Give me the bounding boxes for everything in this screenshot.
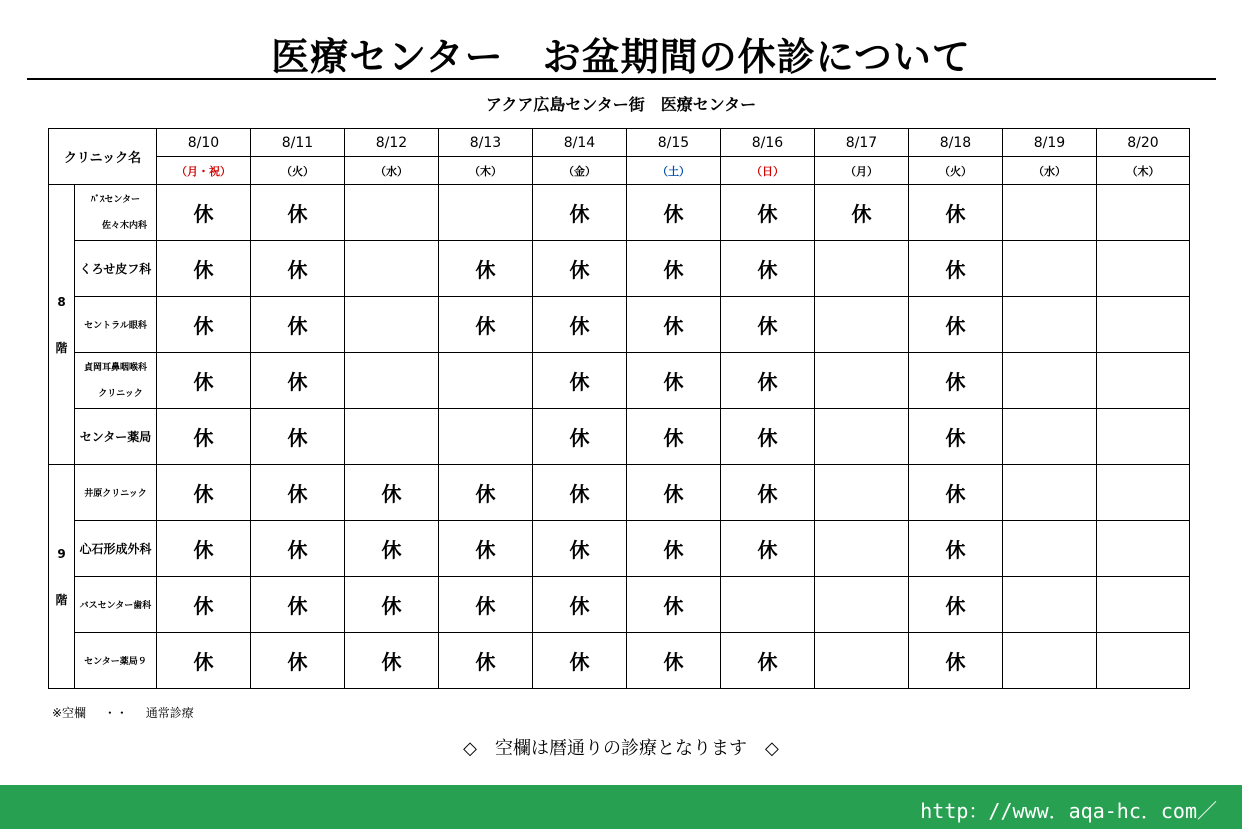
schedule-cell xyxy=(533,521,627,577)
closed-mark: 休 xyxy=(757,650,778,674)
closed-mark: 休 xyxy=(287,258,308,282)
schedule-cell xyxy=(345,353,439,409)
schedule-cell xyxy=(815,185,909,241)
schedule-cell xyxy=(1097,409,1190,465)
schedule-cell xyxy=(721,409,815,465)
schedule-cell xyxy=(1003,633,1097,689)
schedule-cell xyxy=(345,185,439,241)
closed-mark: 休 xyxy=(287,594,308,618)
date-header: 8/18 xyxy=(909,129,1003,157)
weekday-header: （月・祝） xyxy=(157,157,251,185)
schedule-cell xyxy=(157,185,251,241)
schedule-cell xyxy=(909,633,1003,689)
closed-mark: 休 xyxy=(193,426,214,450)
schedule-cell xyxy=(909,577,1003,633)
clinic-name xyxy=(75,633,157,689)
closed-mark: 休 xyxy=(193,314,214,338)
schedule-cell xyxy=(1003,409,1097,465)
schedule-cell xyxy=(909,353,1003,409)
closed-mark: 休 xyxy=(663,538,684,562)
schedule-cell xyxy=(721,241,815,297)
floor-unit: 階 xyxy=(55,592,68,607)
clinic-name xyxy=(75,353,157,409)
schedule-cell xyxy=(627,633,721,689)
clinic-name xyxy=(75,185,157,241)
closed-mark: 休 xyxy=(569,650,590,674)
schedule-cell xyxy=(251,521,345,577)
schedule-cell xyxy=(251,465,345,521)
closed-mark: 休 xyxy=(569,258,590,282)
schedule-cell xyxy=(627,297,721,353)
clinic-name-line1: ﾊﾞｽセンター xyxy=(90,194,141,205)
schedule-cell xyxy=(1003,521,1097,577)
schedule-cell xyxy=(439,465,533,521)
closed-mark: 休 xyxy=(945,314,966,338)
closed-mark: 休 xyxy=(945,202,966,226)
schedule-cell xyxy=(1003,241,1097,297)
closed-mark: 休 xyxy=(945,650,966,674)
closed-mark: 休 xyxy=(475,258,496,282)
closed-mark: 休 xyxy=(663,258,684,282)
closed-mark: 休 xyxy=(381,482,402,506)
date-header: 8/10 xyxy=(157,129,251,157)
schedule-cell xyxy=(721,185,815,241)
schedule-cell xyxy=(627,465,721,521)
schedule-cell xyxy=(251,185,345,241)
schedule-cell xyxy=(533,185,627,241)
closed-mark: 休 xyxy=(663,314,684,338)
schedule-cell xyxy=(345,521,439,577)
clinic-name-line1: センター薬局９ xyxy=(84,657,147,667)
clinic-name-line1: 心石形成外科 xyxy=(79,542,152,556)
closure-schedule-table xyxy=(48,128,1190,689)
schedule-cell xyxy=(345,241,439,297)
closed-mark: 休 xyxy=(193,482,214,506)
clinic-name-line2: 佐々木内科 xyxy=(101,220,147,231)
closed-mark: 休 xyxy=(287,482,308,506)
schedule-cell xyxy=(909,185,1003,241)
clinic-name-line1: セントラル眼科 xyxy=(84,321,147,331)
closed-mark: 休 xyxy=(663,650,684,674)
clinic-name-line1: くろせ皮フ科 xyxy=(79,262,152,276)
schedule-cell xyxy=(251,297,345,353)
date-header: 8/20 xyxy=(1097,129,1190,157)
closed-mark: 休 xyxy=(757,426,778,450)
schedule-cell xyxy=(157,521,251,577)
date-header: 8/16 xyxy=(721,129,815,157)
schedule-cell xyxy=(815,465,909,521)
clinic-name-line1: センター薬局 xyxy=(79,430,152,444)
schedule-cell xyxy=(1097,185,1190,241)
schedule-cell xyxy=(345,297,439,353)
date-header: 8/15 xyxy=(627,129,721,157)
schedule-cell xyxy=(909,521,1003,577)
weekday-header: （水） xyxy=(1003,157,1097,185)
closed-mark: 休 xyxy=(381,650,402,674)
schedule-cell xyxy=(439,409,533,465)
clinic-name xyxy=(75,577,157,633)
schedule-cell xyxy=(909,409,1003,465)
closed-mark: 休 xyxy=(757,482,778,506)
schedule-cell xyxy=(533,465,627,521)
date-header: 8/12 xyxy=(345,129,439,157)
date-header: 8/14 xyxy=(533,129,627,157)
clinic-name-line1: 井原クリニック xyxy=(84,489,147,499)
weekday-header: （日） xyxy=(721,157,815,185)
schedule-cell xyxy=(251,577,345,633)
schedule-cell xyxy=(1097,465,1190,521)
schedule-cell xyxy=(721,521,815,577)
clinic-name-line1: 貞岡耳鼻咽喉科 xyxy=(83,362,147,373)
schedule-cell xyxy=(345,465,439,521)
clinic-name xyxy=(75,241,157,297)
clinic-name-line2: クリニック xyxy=(98,388,143,399)
schedule-cell xyxy=(533,633,627,689)
closed-mark: 休 xyxy=(193,650,214,674)
schedule-cell xyxy=(157,633,251,689)
weekday-header: （火） xyxy=(251,157,345,185)
closed-mark: 休 xyxy=(569,202,590,226)
schedule-cell xyxy=(815,577,909,633)
weekday-header: （火） xyxy=(909,157,1003,185)
schedule-cell xyxy=(439,241,533,297)
schedule-cell xyxy=(439,353,533,409)
schedule-cell xyxy=(721,465,815,521)
schedule-cell xyxy=(533,409,627,465)
schedule-cell xyxy=(157,465,251,521)
schedule-cell xyxy=(157,409,251,465)
legend-note xyxy=(52,704,208,721)
schedule-cell xyxy=(721,633,815,689)
schedule-cell xyxy=(157,577,251,633)
schedule-cell xyxy=(1003,185,1097,241)
clinic-name-line1: バスセンター歯科 xyxy=(79,601,152,611)
schedule-cell xyxy=(627,185,721,241)
closed-mark: 休 xyxy=(757,370,778,394)
schedule-cell xyxy=(909,465,1003,521)
weekday-header: （金） xyxy=(533,157,627,185)
title-divider xyxy=(27,78,1216,80)
closed-mark: 休 xyxy=(475,482,496,506)
schedule-cell xyxy=(439,577,533,633)
closed-mark: 休 xyxy=(193,538,214,562)
schedule-cell xyxy=(627,521,721,577)
closed-mark: 休 xyxy=(287,426,308,450)
closed-mark: 休 xyxy=(757,314,778,338)
weekday-header: （水） xyxy=(345,157,439,185)
closed-mark: 休 xyxy=(663,426,684,450)
closed-mark: 休 xyxy=(381,538,402,562)
floor-unit: 階 xyxy=(55,340,68,355)
closed-mark: 休 xyxy=(945,258,966,282)
schedule-cell xyxy=(345,409,439,465)
schedule-cell xyxy=(1097,577,1190,633)
closed-mark: 休 xyxy=(945,482,966,506)
clinic-name xyxy=(75,297,157,353)
closed-mark: 休 xyxy=(757,202,778,226)
schedule-cell xyxy=(251,241,345,297)
schedule-cell xyxy=(721,353,815,409)
closed-mark: 休 xyxy=(569,538,590,562)
schedule-cell xyxy=(721,577,815,633)
closed-mark: 休 xyxy=(851,202,872,226)
schedule-cell xyxy=(815,353,909,409)
closed-mark: 休 xyxy=(475,594,496,618)
closed-mark: 休 xyxy=(193,202,214,226)
schedule-cell xyxy=(1003,297,1097,353)
schedule-cell xyxy=(1003,577,1097,633)
floor-label-stack xyxy=(49,531,74,623)
schedule-cell xyxy=(157,353,251,409)
date-header: 8/19 xyxy=(1003,129,1097,157)
schedule-cell xyxy=(815,241,909,297)
schedule-cell xyxy=(1097,241,1190,297)
schedule-cell xyxy=(533,577,627,633)
schedule-cell xyxy=(157,297,251,353)
schedule-cell xyxy=(533,241,627,297)
weekday-header: （木） xyxy=(1097,157,1190,185)
schedule-cell xyxy=(439,521,533,577)
closed-mark: 休 xyxy=(569,482,590,506)
closed-mark: 休 xyxy=(663,482,684,506)
footer-bar xyxy=(0,785,1242,829)
schedule-cell xyxy=(533,297,627,353)
legend-dots: ・・ xyxy=(103,706,128,720)
schedule-cell xyxy=(627,409,721,465)
clinic-name-header: クリニック名 xyxy=(49,129,157,185)
closed-mark: 休 xyxy=(287,202,308,226)
schedule-cell xyxy=(1097,353,1190,409)
closed-mark: 休 xyxy=(287,370,308,394)
closed-mark: 休 xyxy=(475,314,496,338)
closed-mark: 休 xyxy=(193,258,214,282)
floor-number: 9 xyxy=(57,546,66,561)
schedule-cell xyxy=(1097,633,1190,689)
closed-mark: 休 xyxy=(945,370,966,394)
date-header: 8/11 xyxy=(251,129,345,157)
closed-mark: 休 xyxy=(945,538,966,562)
clinic-name xyxy=(75,465,157,521)
legend-mark: ※空欄 xyxy=(52,706,87,720)
schedule-cell xyxy=(251,633,345,689)
closed-mark: 休 xyxy=(945,594,966,618)
schedule-cell xyxy=(815,409,909,465)
schedule-cell xyxy=(533,353,627,409)
schedule-cell xyxy=(251,409,345,465)
schedule-cell xyxy=(1097,521,1190,577)
schedule-cell xyxy=(345,633,439,689)
closed-mark: 休 xyxy=(381,594,402,618)
closed-mark: 休 xyxy=(945,426,966,450)
closed-mark: 休 xyxy=(475,538,496,562)
schedule-cell xyxy=(909,297,1003,353)
closed-mark: 休 xyxy=(287,538,308,562)
page-title: 医療センター お盆期間の休診について xyxy=(271,35,971,79)
closed-mark: 休 xyxy=(569,594,590,618)
floor-label xyxy=(49,465,75,689)
schedule-cell xyxy=(815,633,909,689)
closed-mark: 休 xyxy=(569,370,590,394)
closed-mark: 休 xyxy=(757,538,778,562)
schedule-cell xyxy=(439,297,533,353)
schedule-cell xyxy=(439,185,533,241)
schedule-cell xyxy=(627,241,721,297)
schedule-cell xyxy=(627,577,721,633)
schedule-cell xyxy=(721,297,815,353)
floor-number: 8 xyxy=(57,294,66,309)
schedule-cell xyxy=(815,521,909,577)
weekday-header: （木） xyxy=(439,157,533,185)
weekday-header: （月） xyxy=(815,157,909,185)
schedule-cell xyxy=(345,577,439,633)
schedule-cell xyxy=(1003,465,1097,521)
date-header: 8/13 xyxy=(439,129,533,157)
footer-url[interactable]: http：//www．aqa-hc．com／ xyxy=(920,799,1217,823)
blank-cell-message: ◇ 空欄は暦通りの診療となります ◇ xyxy=(463,738,779,759)
schedule-cell xyxy=(909,241,1003,297)
page-subtitle: アクア広島センター街 医療センター xyxy=(485,95,757,114)
closed-mark: 休 xyxy=(569,314,590,338)
closed-mark: 休 xyxy=(287,314,308,338)
closed-mark: 休 xyxy=(663,594,684,618)
closed-mark: 休 xyxy=(663,370,684,394)
schedule-cell xyxy=(157,241,251,297)
closed-mark: 休 xyxy=(757,258,778,282)
date-header: 8/17 xyxy=(815,129,909,157)
closed-mark: 休 xyxy=(287,650,308,674)
schedule-cell xyxy=(439,633,533,689)
schedule-cell xyxy=(815,297,909,353)
closed-mark: 休 xyxy=(475,650,496,674)
closed-mark: 休 xyxy=(193,370,214,394)
floor-label-stack xyxy=(49,279,74,371)
closed-mark: 休 xyxy=(569,426,590,450)
schedule-cell xyxy=(251,353,345,409)
schedule-cell xyxy=(1097,297,1190,353)
closed-mark: 休 xyxy=(663,202,684,226)
clinic-name xyxy=(75,409,157,465)
legend-text: 通常診療 xyxy=(145,706,194,720)
weekday-header: （土） xyxy=(627,157,721,185)
clinic-name xyxy=(75,521,157,577)
schedule-cell xyxy=(1003,353,1097,409)
closed-mark: 休 xyxy=(193,594,214,618)
schedule-cell xyxy=(627,353,721,409)
floor-label xyxy=(49,185,75,465)
